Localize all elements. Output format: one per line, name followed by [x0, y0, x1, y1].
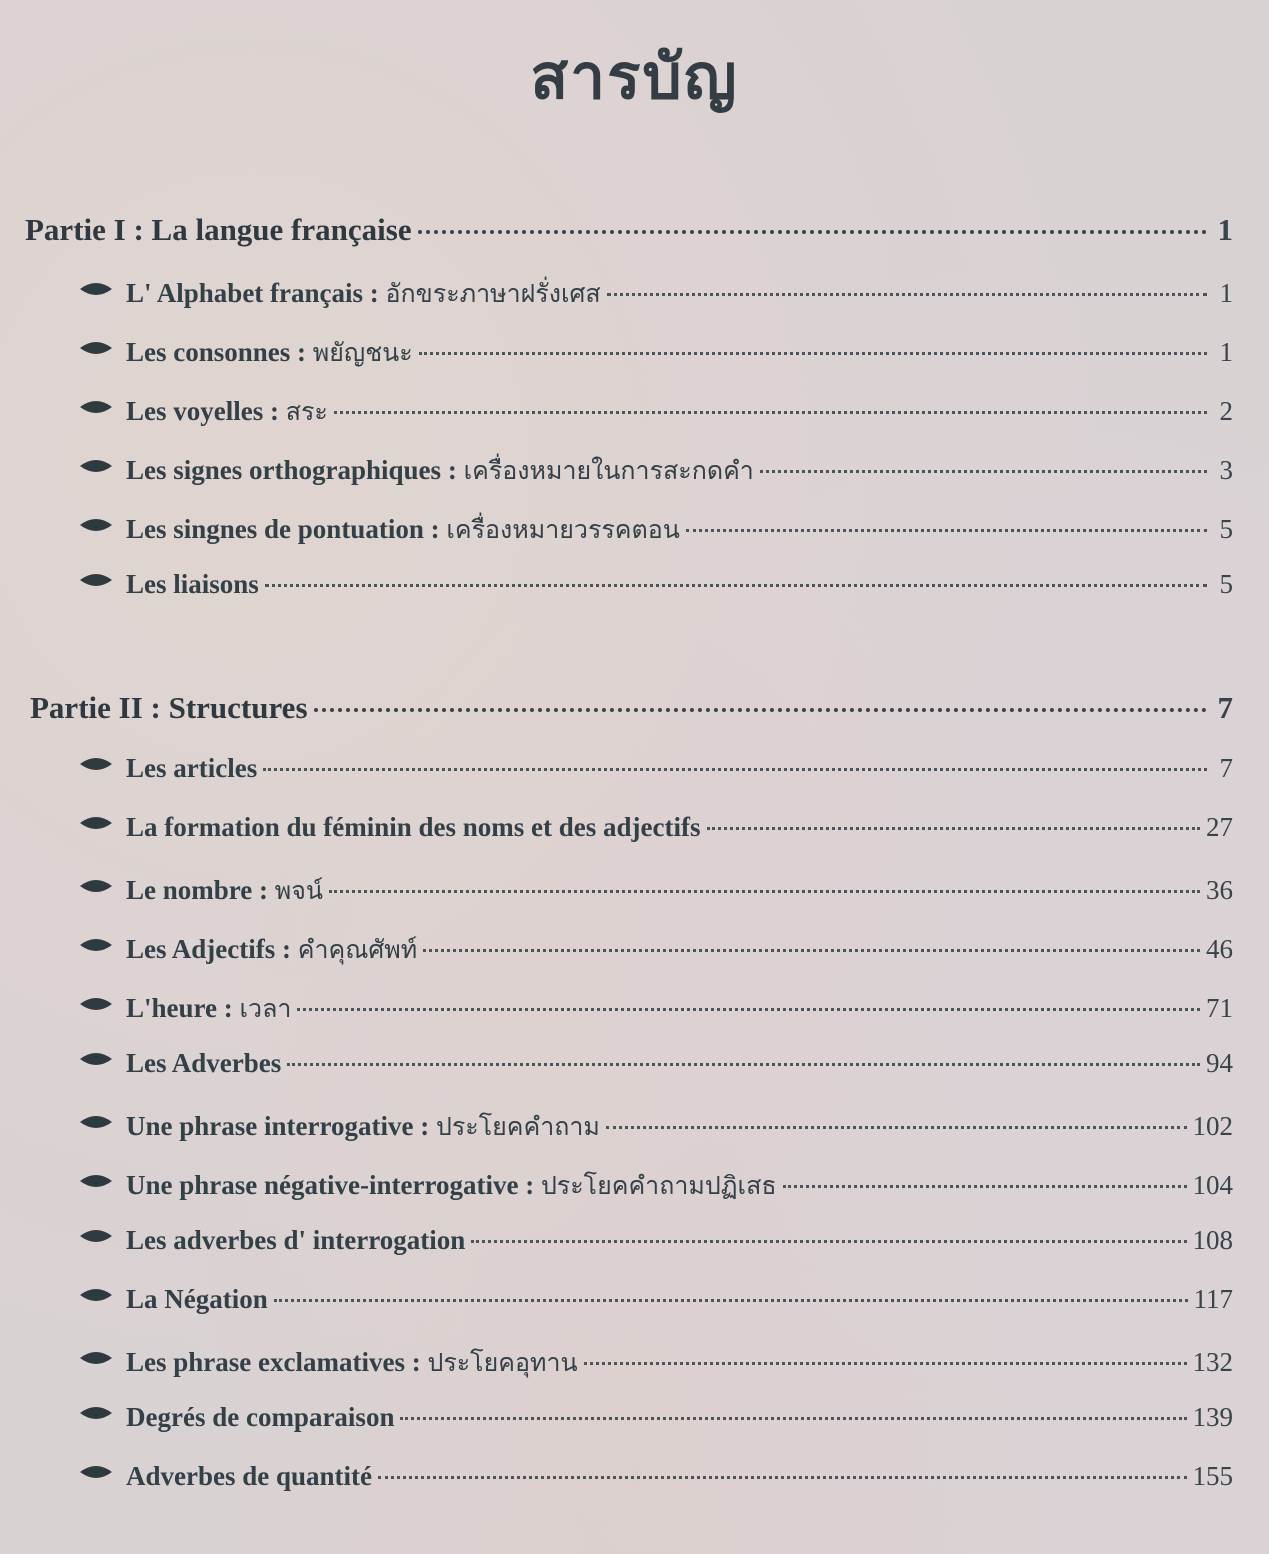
- toc-entry[interactable]: [0, 1284, 1269, 1324]
- dot-leader: [419, 352, 1207, 355]
- entry-title-french: La formation du féminin des noms et des adjectifs: [126, 812, 701, 842]
- entry-separator: :: [263, 396, 286, 426]
- entry-title-french: Le nombre: [126, 875, 253, 905]
- page-number: 1: [1219, 278, 1233, 308]
- entry-title-french: Les singnes de pontuation: [126, 514, 424, 544]
- entry-title-thai: ประโยคอุทาน: [427, 1348, 578, 1377]
- dot-leader: [297, 1008, 1200, 1011]
- dot-leader: [783, 1185, 1187, 1188]
- diamond-bullet-icon: [80, 758, 112, 770]
- dot-leader: [274, 1299, 1188, 1302]
- toc-entry-label-wrap: [80, 1166, 777, 1206]
- entry-title-french: Les Adverbes: [126, 1048, 282, 1078]
- entry-separator: :: [252, 875, 275, 905]
- toc-entry-label-wrap: [80, 451, 754, 491]
- entry-separator: :: [363, 278, 386, 308]
- toc-entry[interactable]: [0, 1166, 1269, 1206]
- toc-entry[interactable]: [0, 1461, 1269, 1501]
- dot-leader: [329, 890, 1200, 893]
- diamond-bullet-icon: [80, 1230, 112, 1242]
- toc-entry-label-wrap: [80, 392, 328, 432]
- diamond-bullet-icon: [80, 460, 112, 472]
- toc-entry-label-wrap: [80, 569, 259, 600]
- toc-entry-label-wrap: [80, 871, 323, 911]
- entry-separator: :: [518, 1170, 541, 1200]
- entry-separator: :: [275, 934, 298, 964]
- toc-entry[interactable]: [0, 1402, 1269, 1442]
- entry-separator: :: [413, 1111, 436, 1141]
- part-heading-label-wrap: [25, 212, 412, 248]
- part-heading-label: Partie I : La langue française: [25, 212, 412, 247]
- page-title: สารบัญ: [530, 40, 739, 113]
- entry-separator: :: [217, 993, 240, 1023]
- entry-separator: :: [404, 1347, 428, 1377]
- toc-entry-label-wrap: [80, 989, 291, 1029]
- diamond-bullet-icon: [80, 283, 112, 295]
- page-number: 7: [1217, 690, 1233, 725]
- toc-entry[interactable]: [0, 569, 1269, 609]
- dot-leader: [760, 470, 1207, 473]
- page-number: 3: [1219, 455, 1233, 485]
- page-number: 7: [1219, 753, 1233, 783]
- entry-title-thai: คำคุณศัพท์: [297, 935, 418, 964]
- toc-entry-label-wrap: [80, 1107, 600, 1147]
- entry-title-thai: อักขระภาษาฝรั่งเศส: [385, 279, 601, 308]
- toc-entry[interactable]: [0, 1048, 1269, 1088]
- toc-entry-label-wrap: [80, 274, 601, 314]
- dot-leader: [314, 708, 1207, 712]
- diamond-bullet-icon: [80, 1116, 112, 1128]
- dot-leader: [686, 529, 1207, 532]
- entry-separator: :: [290, 337, 313, 367]
- diamond-bullet-icon: [80, 1289, 112, 1301]
- page-number: 71: [1206, 993, 1233, 1023]
- toc-entry[interactable]: [0, 989, 1269, 1029]
- page-number: 27: [1206, 812, 1233, 842]
- entry-title-thai: พจน์: [274, 876, 323, 905]
- diamond-bullet-icon: [80, 401, 112, 413]
- page-number: 94: [1206, 1048, 1233, 1078]
- toc-entry[interactable]: [0, 451, 1269, 491]
- page-number: 155: [1192, 1461, 1233, 1491]
- dot-leader: [607, 293, 1207, 296]
- dot-leader: [606, 1126, 1187, 1129]
- entry-title-french: L' Alphabet français: [126, 278, 364, 308]
- toc-entry[interactable]: [0, 333, 1269, 373]
- entry-title-french: Les Adjectifs: [126, 934, 276, 964]
- toc-entry[interactable]: [0, 510, 1269, 550]
- entry-title-french: Les adverbes d' interrogation: [126, 1225, 466, 1255]
- page-number: 108: [1192, 1225, 1233, 1255]
- entry-title-french: Une phrase interrogative: [126, 1111, 414, 1141]
- entry-title-french: L'heure: [126, 993, 218, 1023]
- toc-entry[interactable]: [0, 930, 1269, 970]
- toc-entry[interactable]: [0, 392, 1269, 432]
- dot-leader: [584, 1362, 1187, 1365]
- page-number: 139: [1192, 1402, 1233, 1432]
- entry-title-french: Une phrase négative-interrogative: [126, 1170, 519, 1200]
- toc-entry-label-wrap: [80, 1048, 281, 1079]
- toc-entry-label-wrap: [80, 930, 417, 970]
- entry-title-french: Les articles: [126, 753, 258, 783]
- diamond-bullet-icon: [80, 939, 112, 951]
- entry-title-thai: เวลา: [239, 994, 292, 1023]
- entry-title-french: Adverbes de quantité: [126, 1461, 373, 1491]
- page-number: 104: [1192, 1170, 1233, 1200]
- page-number: 102: [1192, 1111, 1233, 1141]
- toc-entry[interactable]: [0, 274, 1269, 314]
- page-number: 132: [1192, 1347, 1233, 1377]
- part-heading-label: Partie II : Structures: [30, 690, 308, 725]
- toc-entry-label-wrap: [80, 1343, 578, 1383]
- diamond-bullet-icon: [80, 1352, 112, 1364]
- entry-title-french: Les signes orthographiques: [126, 455, 442, 485]
- entry-title-french: Degrés de comparaison: [126, 1402, 395, 1432]
- part-heading[interactable]: [0, 212, 1269, 252]
- diamond-bullet-icon: [80, 1407, 112, 1419]
- dot-leader: [287, 1063, 1200, 1066]
- toc-entry[interactable]: [0, 1343, 1269, 1383]
- dot-leader: [265, 584, 1207, 587]
- entry-title-thai: ประโยคคำถาม: [435, 1112, 600, 1141]
- dot-leader: [378, 1476, 1186, 1479]
- page-number: 1: [1217, 212, 1233, 247]
- entry-title-thai: ประโยคคำถามปฏิเสธ: [540, 1171, 777, 1200]
- toc-entry-label-wrap: [80, 1225, 465, 1256]
- toc-entry-label-wrap: [80, 333, 413, 373]
- diamond-bullet-icon: [80, 574, 112, 586]
- toc-entry-label-wrap: [80, 812, 701, 843]
- diamond-bullet-icon: [80, 1466, 112, 1478]
- page-number: 46: [1206, 934, 1233, 964]
- entry-title-thai: เครื่องหมายวรรคตอน: [446, 515, 680, 544]
- diamond-bullet-icon: [80, 342, 112, 354]
- toc-entry-label-wrap: [80, 753, 257, 784]
- page-number: 2: [1219, 396, 1233, 426]
- toc-entry[interactable]: [0, 871, 1269, 911]
- dot-leader: [471, 1240, 1186, 1243]
- diamond-bullet-icon: [80, 880, 112, 892]
- entry-separator: :: [423, 514, 447, 544]
- page-number: 5: [1219, 569, 1233, 599]
- entry-title-french: Les phrase exclamatives: [126, 1347, 405, 1377]
- page-number: 117: [1193, 1284, 1233, 1314]
- toc-entry[interactable]: [0, 812, 1269, 852]
- diamond-bullet-icon: [80, 519, 112, 531]
- diamond-bullet-icon: [80, 817, 112, 829]
- toc-entry[interactable]: [0, 1225, 1269, 1265]
- diamond-bullet-icon: [80, 1175, 112, 1187]
- entry-title-french: La Négation: [126, 1284, 268, 1314]
- diamond-bullet-icon: [80, 1053, 112, 1065]
- part-heading-label-wrap: [30, 690, 308, 726]
- toc-entry-label-wrap: [80, 510, 680, 550]
- toc-entry-label-wrap: [80, 1402, 394, 1433]
- entry-title-french: Les liaisons: [126, 569, 259, 599]
- entry-separator: :: [441, 455, 464, 485]
- toc-entry-label-wrap: [80, 1461, 372, 1492]
- page-number: 5: [1219, 514, 1233, 544]
- dot-leader: [334, 411, 1207, 414]
- dot-leader: [418, 230, 1207, 234]
- toc-entry-label-wrap: [80, 1284, 268, 1315]
- toc-entry[interactable]: [0, 1107, 1269, 1147]
- entry-title-french: Les voyelles: [126, 396, 264, 426]
- diamond-bullet-icon: [80, 998, 112, 1010]
- entry-title-thai: พยัญชนะ: [312, 338, 413, 367]
- entry-title-thai: เครื่องหมายในการสะกดคำ: [463, 456, 754, 485]
- page-number: 1: [1219, 337, 1233, 367]
- dot-leader: [423, 949, 1200, 952]
- dot-leader: [400, 1417, 1186, 1420]
- dot-leader: [263, 768, 1207, 771]
- page-number: 36: [1206, 875, 1233, 905]
- dot-leader: [707, 827, 1201, 830]
- entry-title-thai: สระ: [285, 397, 328, 426]
- toc-entry[interactable]: [0, 753, 1269, 793]
- part-heading[interactable]: [0, 690, 1269, 730]
- entry-title-french: Les consonnes: [126, 337, 291, 367]
